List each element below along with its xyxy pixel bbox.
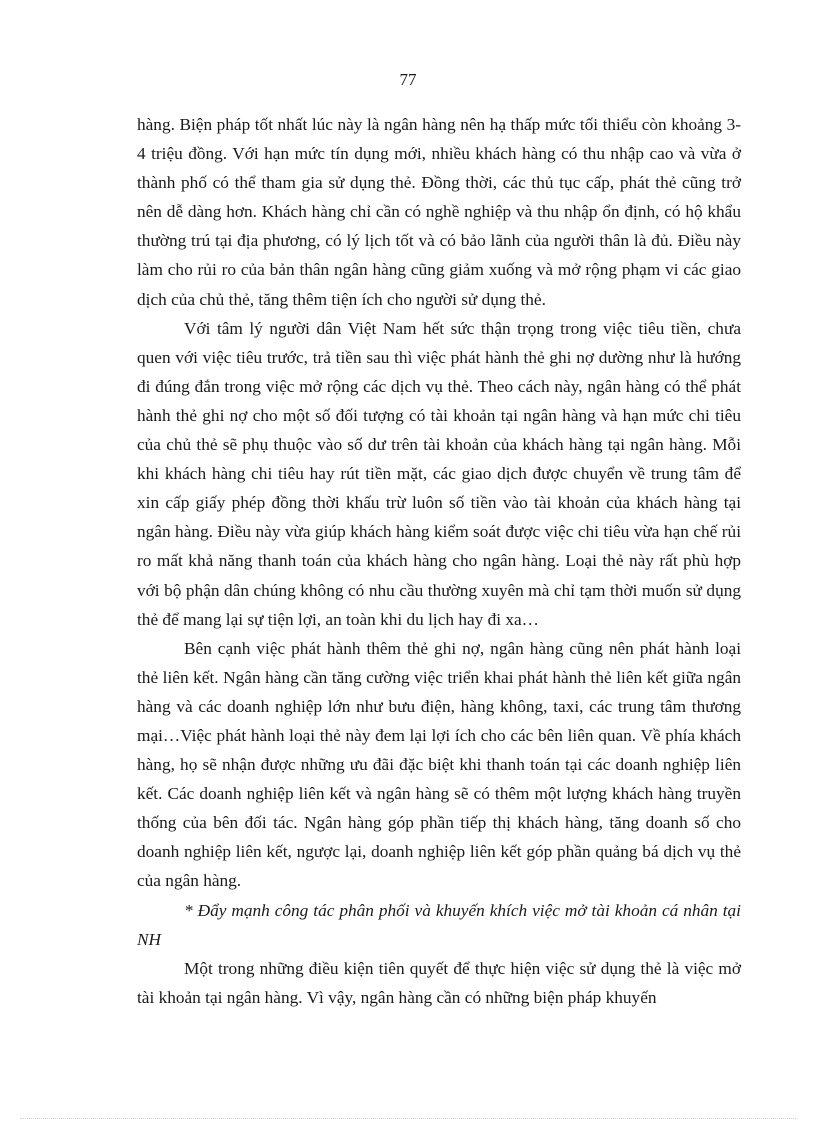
paragraph: Với tâm lý người dân Việt Nam hết sức thận trọng trong việc tiêu tiền, chưa quen với việc tiêu trước, trả tiền sau thì việc phát hành thẻ ghi nợ dường như là hướng đi đúng đắn trong việc mở rộng các dịch vụ thẻ. Theo cách này, ngân hàng có thể phát hành thẻ ghi nợ cho một số đối tượng có tài khoản tại ngân hàng và hạn mức chi tiêu của chủ thẻ sẽ phụ thuộc vào số dư trên tài khoản của khách hàng tại ngân hàng. Mỗi khi khách hàng chi tiêu hay rút tiền mặt, các giao dịch được chuyển về trung tâm để xin cấp giấy phép đồng thời khấu trừ luôn số tiền vào tài khoản của khách hàng tại ngân hàng. Điều này vừa giúp khách hàng kiểm soát được việc chi tiêu vừa hạn chế rủi ro mất khả năng thanh toán của khách hàng cho ngân hàng. Loại thẻ này rất phù hợp với bộ phận dân chúng không có nhu cầu thường xuyên mà chỉ tạm thời muốn sử dụng thẻ để mang lại sự tiện lợi, an toàn khi du lịch hay đi xa… [137, 318, 741, 629]
body-text [137, 110, 741, 1012]
paragraph: Bên cạnh việc phát hành thêm thẻ ghi nợ, ngân hàng cũng nên phát hành loại thẻ liên kết. Ngân hàng cần tăng cường việc triển khai phát hành thẻ liên kết giữa ngân hàng và các doanh nghiệp lớn như bưu điện, hàng không, taxi, các trung tâm thương mại…Việc phát hành loại thẻ này đem lại lợi ích cho các bên liên quan. Về phía khách hàng, họ sẽ nhận được những ưu đãi đặc biệt khi thanh toán tại các doanh nghiệp liên kết. Các doanh nghiệp liên kết và ngân hàng sẽ có thêm một lượng khách hàng truyền thống của bên đối tác. Ngân hàng góp phần tiếp thị khách hàng, tăng doanh số cho doanh nghiệp liên kết, ngược lại, doanh nghiệp liên kết góp phần quảng bá dịch vụ thẻ của ngân hàng. [137, 638, 741, 891]
page-number: 77 [399, 70, 417, 89]
page-divider [20, 1118, 796, 1119]
paragraph: hàng. Biện pháp tốt nhất lúc này là ngân hàng nên hạ thấp mức tối thiểu còn khoảng 3-4 triệu đồng. Với hạn mức tín dụng mới, nhiều khách hàng có thu nhập cao và vừa ở thành phố có thể tham gia sử dụng thẻ. Đồng thời, các thủ tục cấp, phát thẻ cũng trở nên dễ dàng hơn. Khách hàng chỉ cần có nghề nghiệp và thu nhập ổn định, có hộ khẩu thường trú tại địa phương, có lý lịch tốt và có bảo lãnh của người thân là đủ. Điều này làm cho rủi ro của bản thân ngân hàng cũng giảm xuống và mở rộng phạm vi các giao dịch của chủ thẻ, tăng thêm tiện ích cho người sử dụng thẻ. [137, 115, 741, 309]
section-heading: * Đẩy mạnh công tác phân phối và khuyến khích việc mở tài khoản cá nhân tại NH [137, 900, 741, 949]
paragraph: Một trong những điều kiện tiên quyết để thực hiện việc sử dụng thẻ là việc mở tài khoản tại ngân hàng. Vì vậy, ngân hàng cần có những biện pháp khuyến [137, 958, 741, 1007]
